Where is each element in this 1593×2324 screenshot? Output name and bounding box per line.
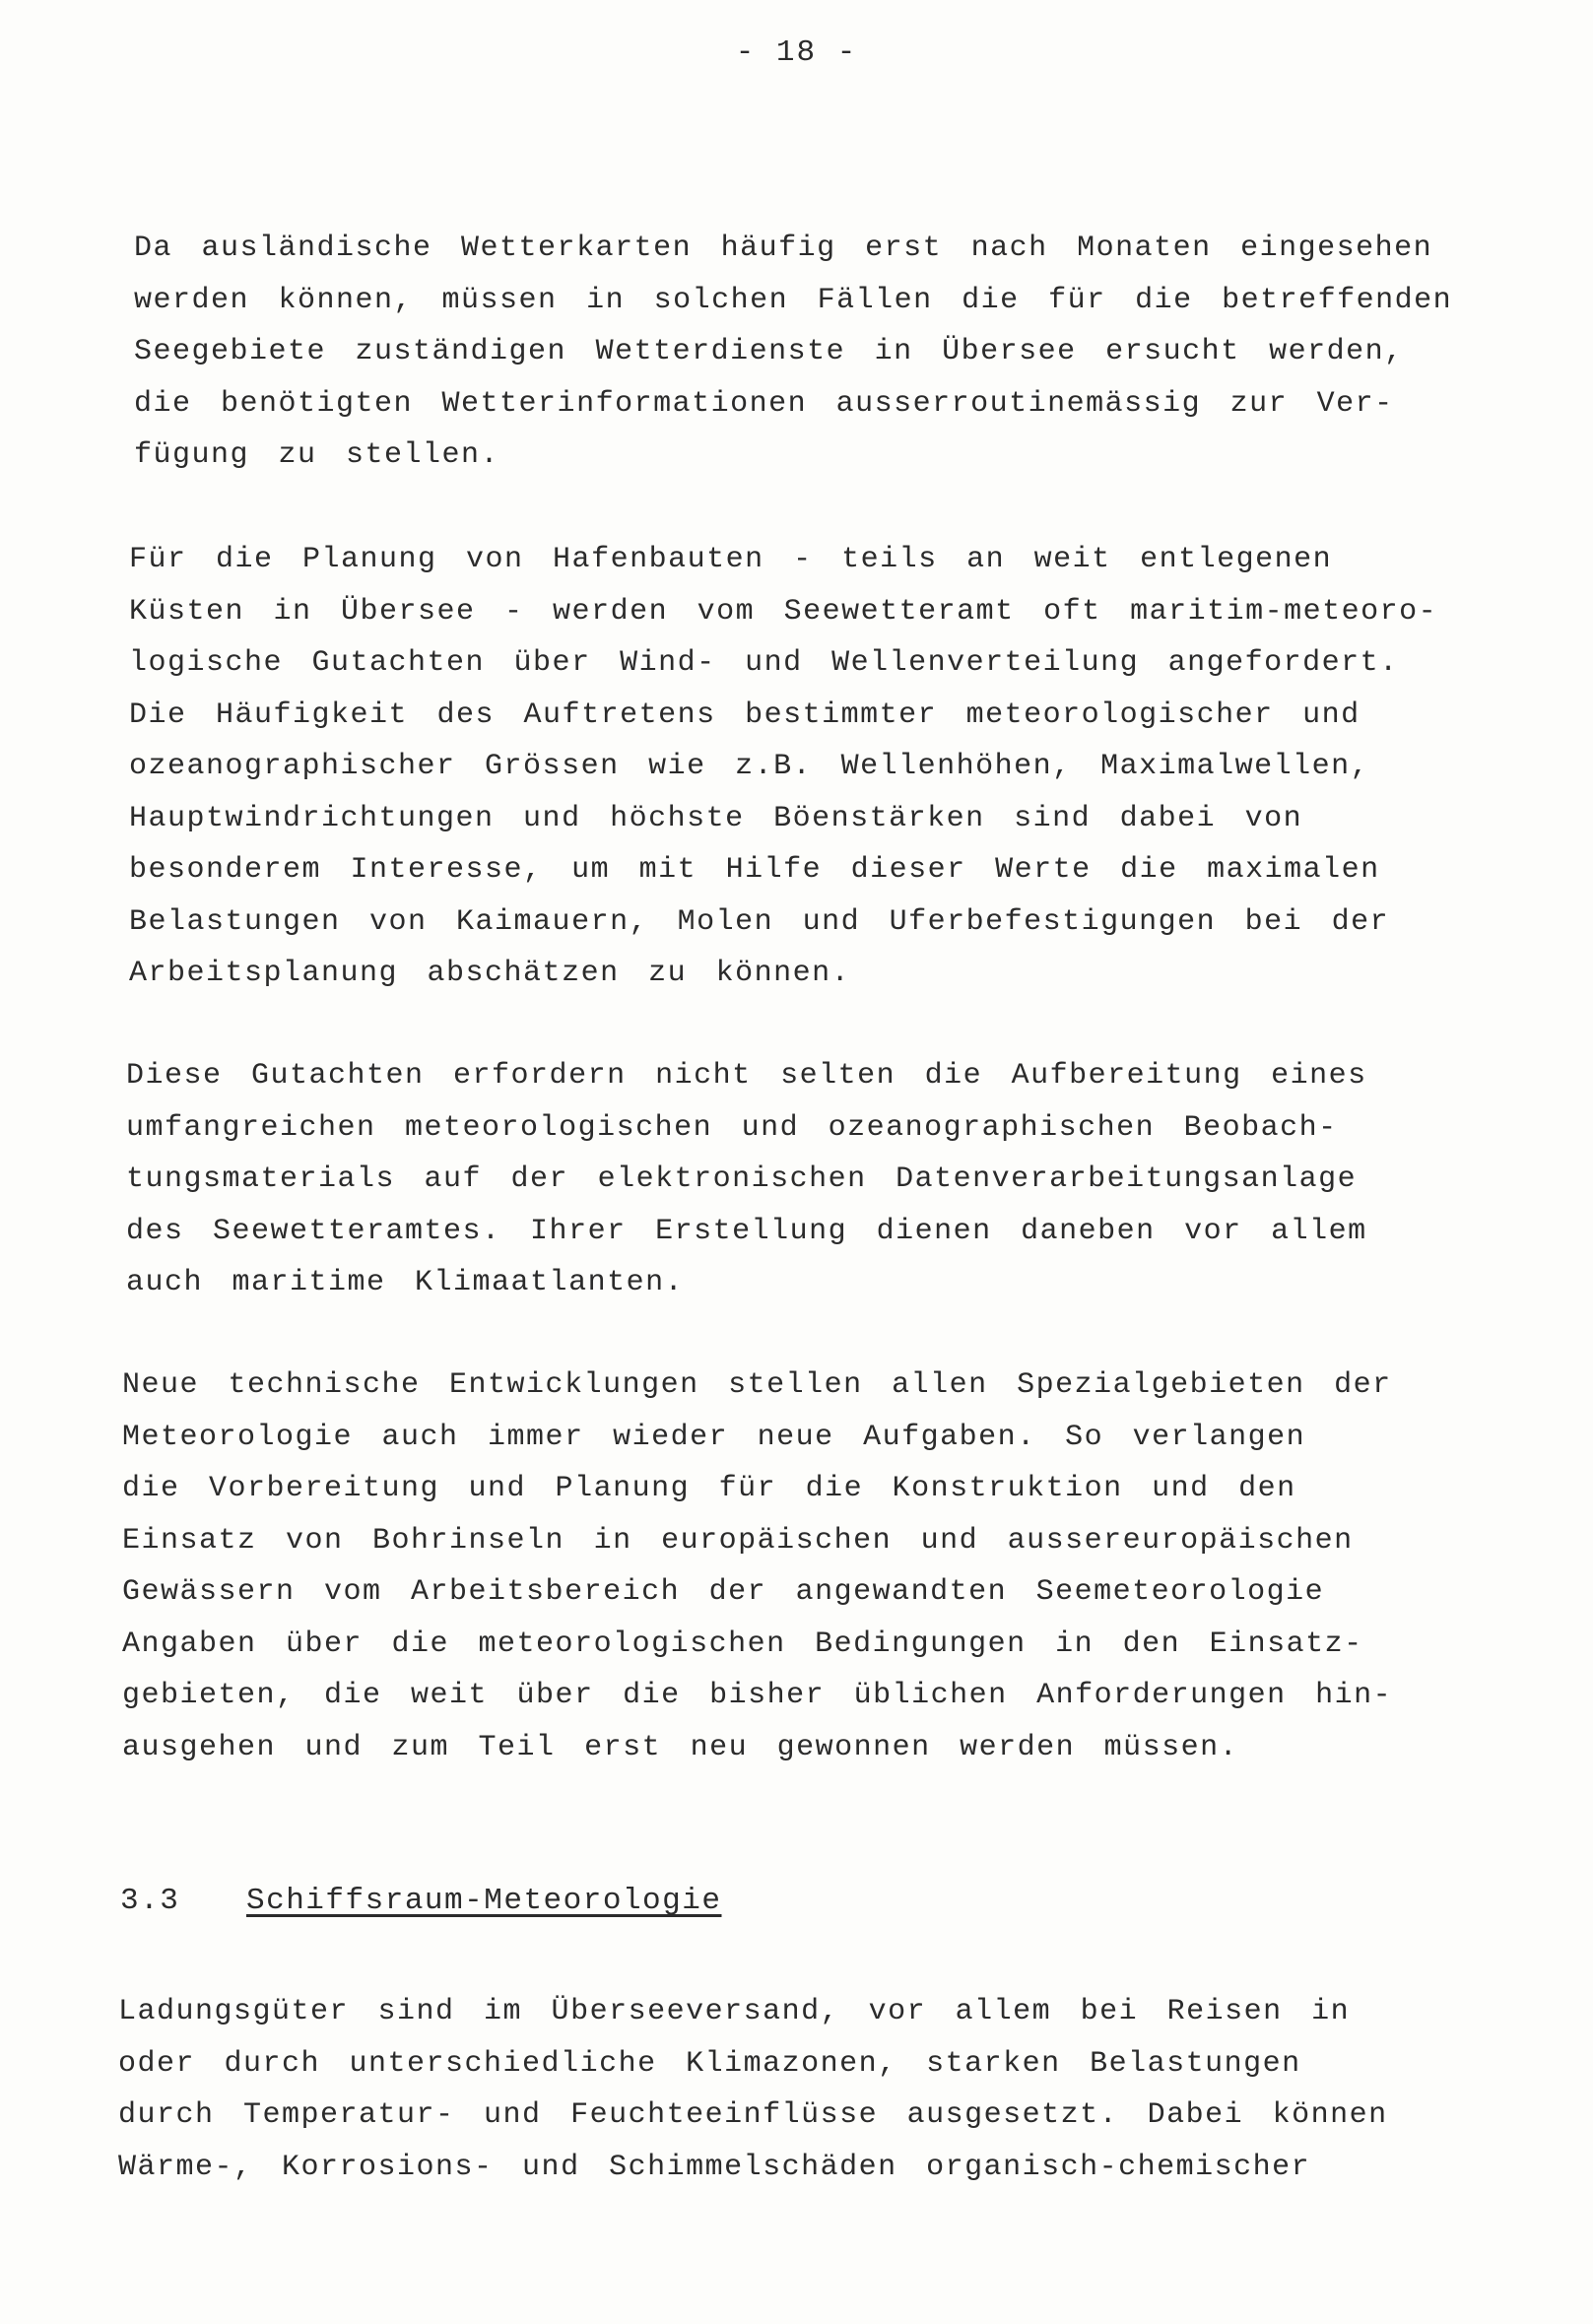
text-line: Angaben über die meteorologischen Bedingungen in den Einsatz- (122, 1627, 1363, 1661)
section-heading (120, 1884, 721, 1918)
text-line: Neue technische Entwicklungen stellen allen Spezialgebieten der (122, 1368, 1392, 1402)
text-line: werden können, müssen in solchen Fällen die für die betreffenden (134, 283, 1453, 317)
text-line: auch maritime Klimaatlanten. (126, 1266, 685, 1299)
paragraph-cargo (118, 1986, 1388, 2193)
text-line: oder durch unterschiedliche Klimazonen, starken Belastungen (118, 2046, 1301, 2081)
text-line: Einsatz von Bohrinseln in europäischen und aussereuropäischen (122, 1523, 1354, 1558)
text-line: die Vorbereitung und Planung für die Konstruktion und den (122, 1472, 1296, 1505)
section-number: 3.3 (120, 1884, 180, 1918)
text-line: Belastungen von Kaimauern, Molen und Uferbefestigungen bei der (129, 904, 1390, 939)
text-line: Arbeitsplanung abschätzen zu können. (129, 957, 851, 990)
text-line: ozeanographischer Grössen wie z.B. Wellenhöhen, Maximalwellen, (129, 750, 1370, 783)
text-line: besonderem Interesse, um mit Hilfe dieser Werte die maximalen (129, 853, 1380, 887)
text-line: Für die Planung von Hafenbauten - teils an weit entlegenen (129, 543, 1333, 576)
text-line: Da ausländische Wetterkarten häufig erst nach Monaten eingesehen (134, 232, 1433, 265)
text-line: Seegebiete zuständigen Wetterdienste in Übersee ersucht werden, (134, 335, 1404, 368)
text-line: Ladungsgüter sind im Überseeversand, vor allem bei Reisen in (118, 1995, 1351, 2028)
text-line: umfangreichen meteorologischen und ozeanographischen Beobach- (126, 1110, 1338, 1145)
text-line: logische Gutachten über Wind- und Wellenverteilung angefordert. (129, 646, 1399, 680)
text-line: Hauptwindrichtungen und höchste Böenstärken sind dabei von (129, 801, 1303, 835)
paragraph-foreign-weather-maps (134, 223, 1452, 482)
paragraph-harbour-construction (129, 534, 1437, 1000)
paragraph-expert-reports (126, 1050, 1367, 1309)
text-line: ausgehen und zum Teil erst neu gewonnen werden müssen. (122, 1730, 1239, 1764)
page-number: - 18 - (735, 35, 858, 70)
text-line: Küsten in Übersee - werden vom Seewetteramt oft maritim-meteoro- (129, 594, 1438, 629)
text-line: die benötigten Wetterinformationen ausserroutinemässig zur Ver- (134, 386, 1394, 421)
text-line: Wärme-, Korrosions- und Schimmelschäden organisch-chemischer (118, 2150, 1311, 2184)
text-line: tungsmaterials auf der elektronischen Datenverarbeitungsanlage (126, 1162, 1358, 1196)
text-line: fügung zu stellen. (134, 438, 500, 472)
text-line: Gewässern vom Arbeitsbereich der angewandten Seemeteorologie (122, 1575, 1325, 1609)
section-title: Schiffsraum-Meteorologie (246, 1884, 722, 1918)
text-line: Diese Gutachten erfordern nicht selten die Aufbereitung eines (126, 1059, 1367, 1093)
text-line: gebieten, die weit über die bisher üblichen Anforderungen hin- (122, 1679, 1393, 1712)
text-line: Meteorologie auch immer wieder neue Aufgaben. So verlangen (122, 1420, 1306, 1454)
paragraph-new-developments (122, 1360, 1392, 1773)
text-line: Die Häufigkeit des Auftretens bestimmter meteorologischer und (129, 697, 1361, 732)
text-line: des Seewetteramtes. Ihrer Erstellung dienen daneben vor allem (126, 1214, 1367, 1248)
text-line: durch Temperatur- und Feuchteeinflüsse ausgesetzt. Dabei können (118, 2098, 1388, 2132)
